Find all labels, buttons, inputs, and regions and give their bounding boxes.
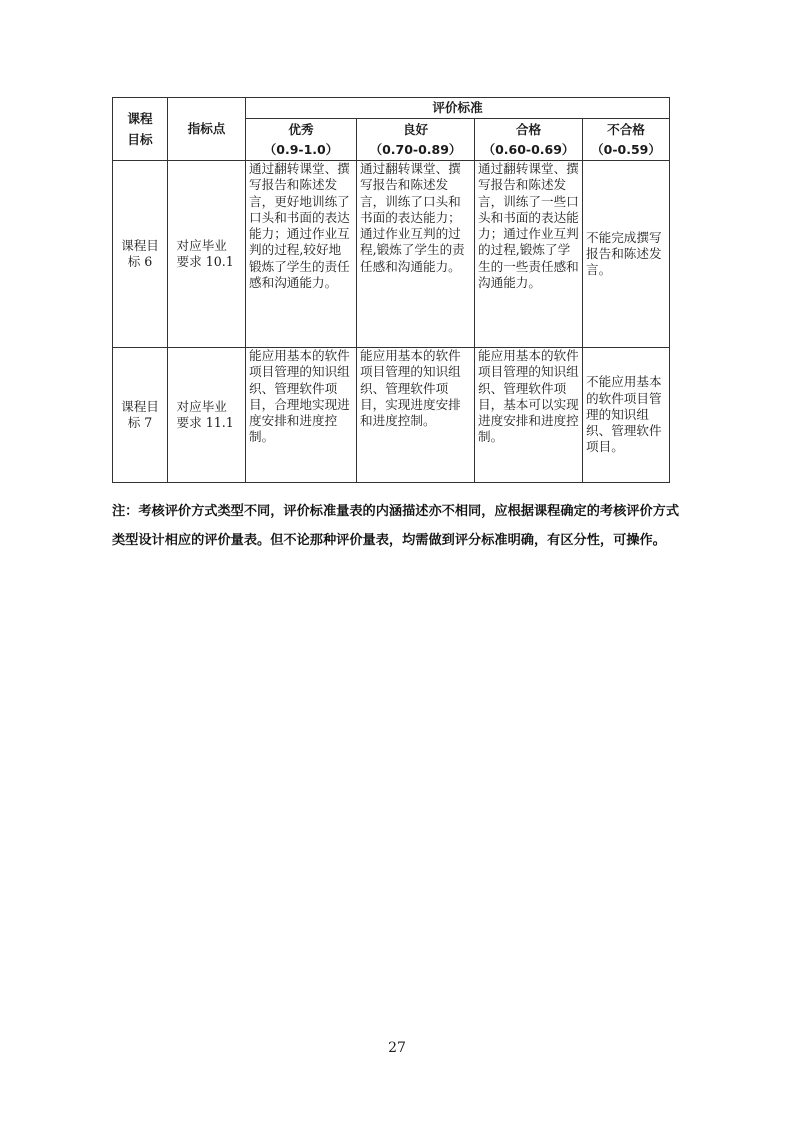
pass-cell: 通过翻转课堂、撰写报告和陈述发言，训练了一些口头和书面的表达能力；通过作业互判的过程,锻炼了学生的一些责任感和沟通能力。 [475, 161, 583, 348]
course-goal-cell: 课程目标 6 [113, 161, 168, 348]
indicator-cell: 对应毕业要求 11.1 [168, 348, 246, 483]
header-course-goal: 课程目标 [113, 98, 168, 161]
evaluation-criteria-table [112, 97, 670, 483]
excellent-cell: 能应用基本的软件项目管理的知识组织、管理软件项目，合理地实现进度安排和进度控制。 [246, 348, 357, 483]
pass-cell: 能应用基本的软件项目管理的知识组织、管理软件项目，基本可以实现进度安排和进度控制。 [475, 348, 583, 483]
excellent-cell: 通过翻转课堂、撰写报告和陈述发言，更好地训练了口头和书面的表达能力；通过作业互判的过程,较好地锻炼了学生的责任感和沟通能力。 [246, 161, 357, 348]
course-goal-cell: 课程目标 7 [113, 348, 168, 483]
header-level-excellent: 优秀 （0.9-1.0） [246, 119, 357, 161]
fail-cell: 不能完成撰写报告和陈述发言。 [583, 161, 670, 348]
indicator-cell: 对应毕业要求 10.1 [168, 161, 246, 348]
good-cell: 能应用基本的软件项目管理的知识组织、管理软件项目，实现进度安排和进度控制。 [357, 348, 475, 483]
header-level-pass: 合格 （0.60-0.69） [475, 119, 583, 161]
table-row [113, 161, 670, 348]
header-criteria: 评价标准 [246, 98, 670, 119]
header-indicator: 指标点 [168, 98, 246, 161]
page-number: 27 [388, 1040, 406, 1056]
good-cell: 通过翻转课堂、撰写报告和陈述发言，训练了口头和书面的表达能力；通过作业互判的过程,锻炼了学生的责任感和沟通能力。 [357, 161, 475, 348]
table-row [113, 348, 670, 483]
header-level-fail: 不合格 （0-0.59） [583, 119, 670, 161]
note-paragraph: 注：考核评价方式类型不同，评价标准量表的内涵描述亦不相同，应根据课程确定的考核评价方式类型设计相应的评价量表。但不论那种评价量表，均需做到评分标准明确，有区分性，可操作。 [112, 504, 680, 548]
fail-cell: 不能应用基本的软件项目管理的知识组织、管理软件项目。 [583, 348, 670, 483]
header-level-good: 良好 （0.70-0.89） [357, 119, 475, 161]
